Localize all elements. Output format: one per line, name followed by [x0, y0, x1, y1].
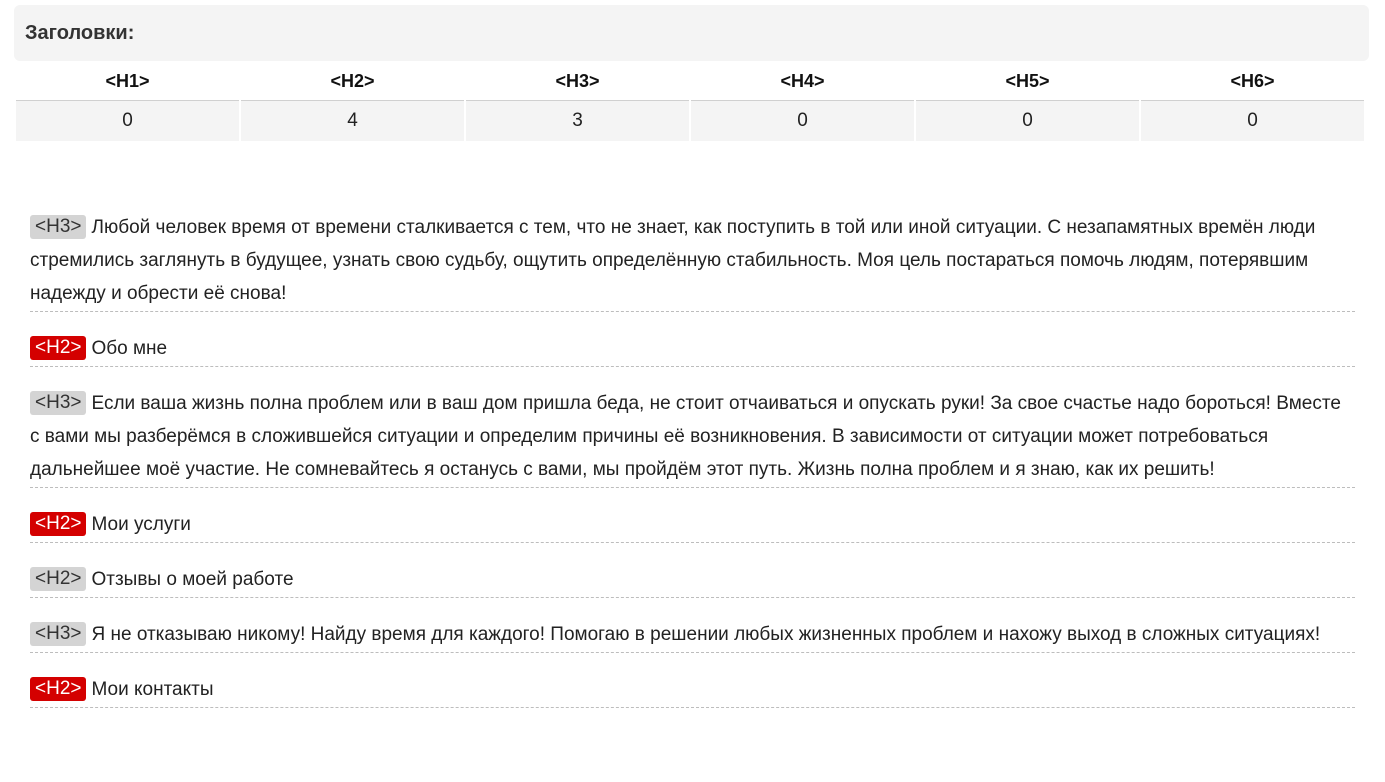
- heading-tag-badge: <H3>: [30, 622, 86, 646]
- heading-tag-badge: <H3>: [30, 215, 86, 239]
- heading-item: [30, 618, 1355, 653]
- col-header-h4: <H4>: [691, 62, 914, 101]
- heading-counts-table: [14, 62, 1366, 141]
- heading-text: Я не отказываю никому! Найду время для каждого! Помогаю в решении любых жизненных проблем и нахожу выход в сложных ситуациях!: [91, 624, 1321, 645]
- heading-item: [30, 563, 1355, 598]
- col-header-h6: <H6>: [1141, 62, 1364, 101]
- heading-tag-badge: <H2>: [30, 512, 86, 536]
- heading-text: Мои услуги: [91, 514, 191, 535]
- heading-text: Любой человек время от времени сталкивается с тем, что не знает, как поступить в той или иной ситуации. С незапамятных времён люди стремились заглянуть в будущее, узнать свою судьбу, ощутить определённую стабильность. Моя цель постараться помочь людям, потерявшим надежду и обрести её снова!: [30, 217, 1316, 304]
- table-row: [16, 101, 1364, 141]
- heading-text: Обо мне: [91, 338, 168, 359]
- table-header-row: [16, 62, 1364, 101]
- headings-list: [30, 211, 1355, 728]
- heading-item: [30, 508, 1355, 543]
- col-header-h2: <H2>: [241, 62, 464, 101]
- heading-item: [30, 211, 1355, 312]
- heading-item: [30, 332, 1355, 367]
- col-header-h5: <H5>: [916, 62, 1139, 101]
- panel-title: Заголовки:: [25, 21, 135, 44]
- heading-tag-badge: <H2>: [30, 336, 86, 360]
- col-header-h1: <H1>: [16, 62, 239, 101]
- heading-text: Если ваша жизнь полна проблем или в ваш дом пришла беда, не стоит отчаиваться и опускать руки! За свое счастье надо бороться! Вместе с вами мы разберёмся в сложившейся ситуации и определим причины её возникновения. В зависимости от ситуации может потребоваться дальнейшее моё участие. Не сомневайтесь я останусь с вами, мы пройдём этот путь. Жизнь полна проблем и я знаю, как их решить!: [30, 393, 1341, 480]
- count-h4: 0: [691, 101, 914, 141]
- heading-item: [30, 387, 1355, 488]
- heading-tag-badge: <H2>: [30, 677, 86, 701]
- count-h5: 0: [916, 101, 1139, 141]
- count-h2: 4: [241, 101, 464, 141]
- count-h1: 0: [16, 101, 239, 141]
- heading-text: Отзывы о моей работе: [91, 569, 294, 590]
- headings-panel-title: [14, 5, 1369, 61]
- col-header-h3: <H3>: [466, 62, 689, 101]
- count-h3: 3: [466, 101, 689, 141]
- heading-tag-badge: <H2>: [30, 567, 86, 591]
- heading-item: [30, 673, 1355, 708]
- count-h6: 0: [1141, 101, 1364, 141]
- heading-text: Мои контакты: [91, 679, 214, 700]
- heading-tag-badge: <H3>: [30, 391, 86, 415]
